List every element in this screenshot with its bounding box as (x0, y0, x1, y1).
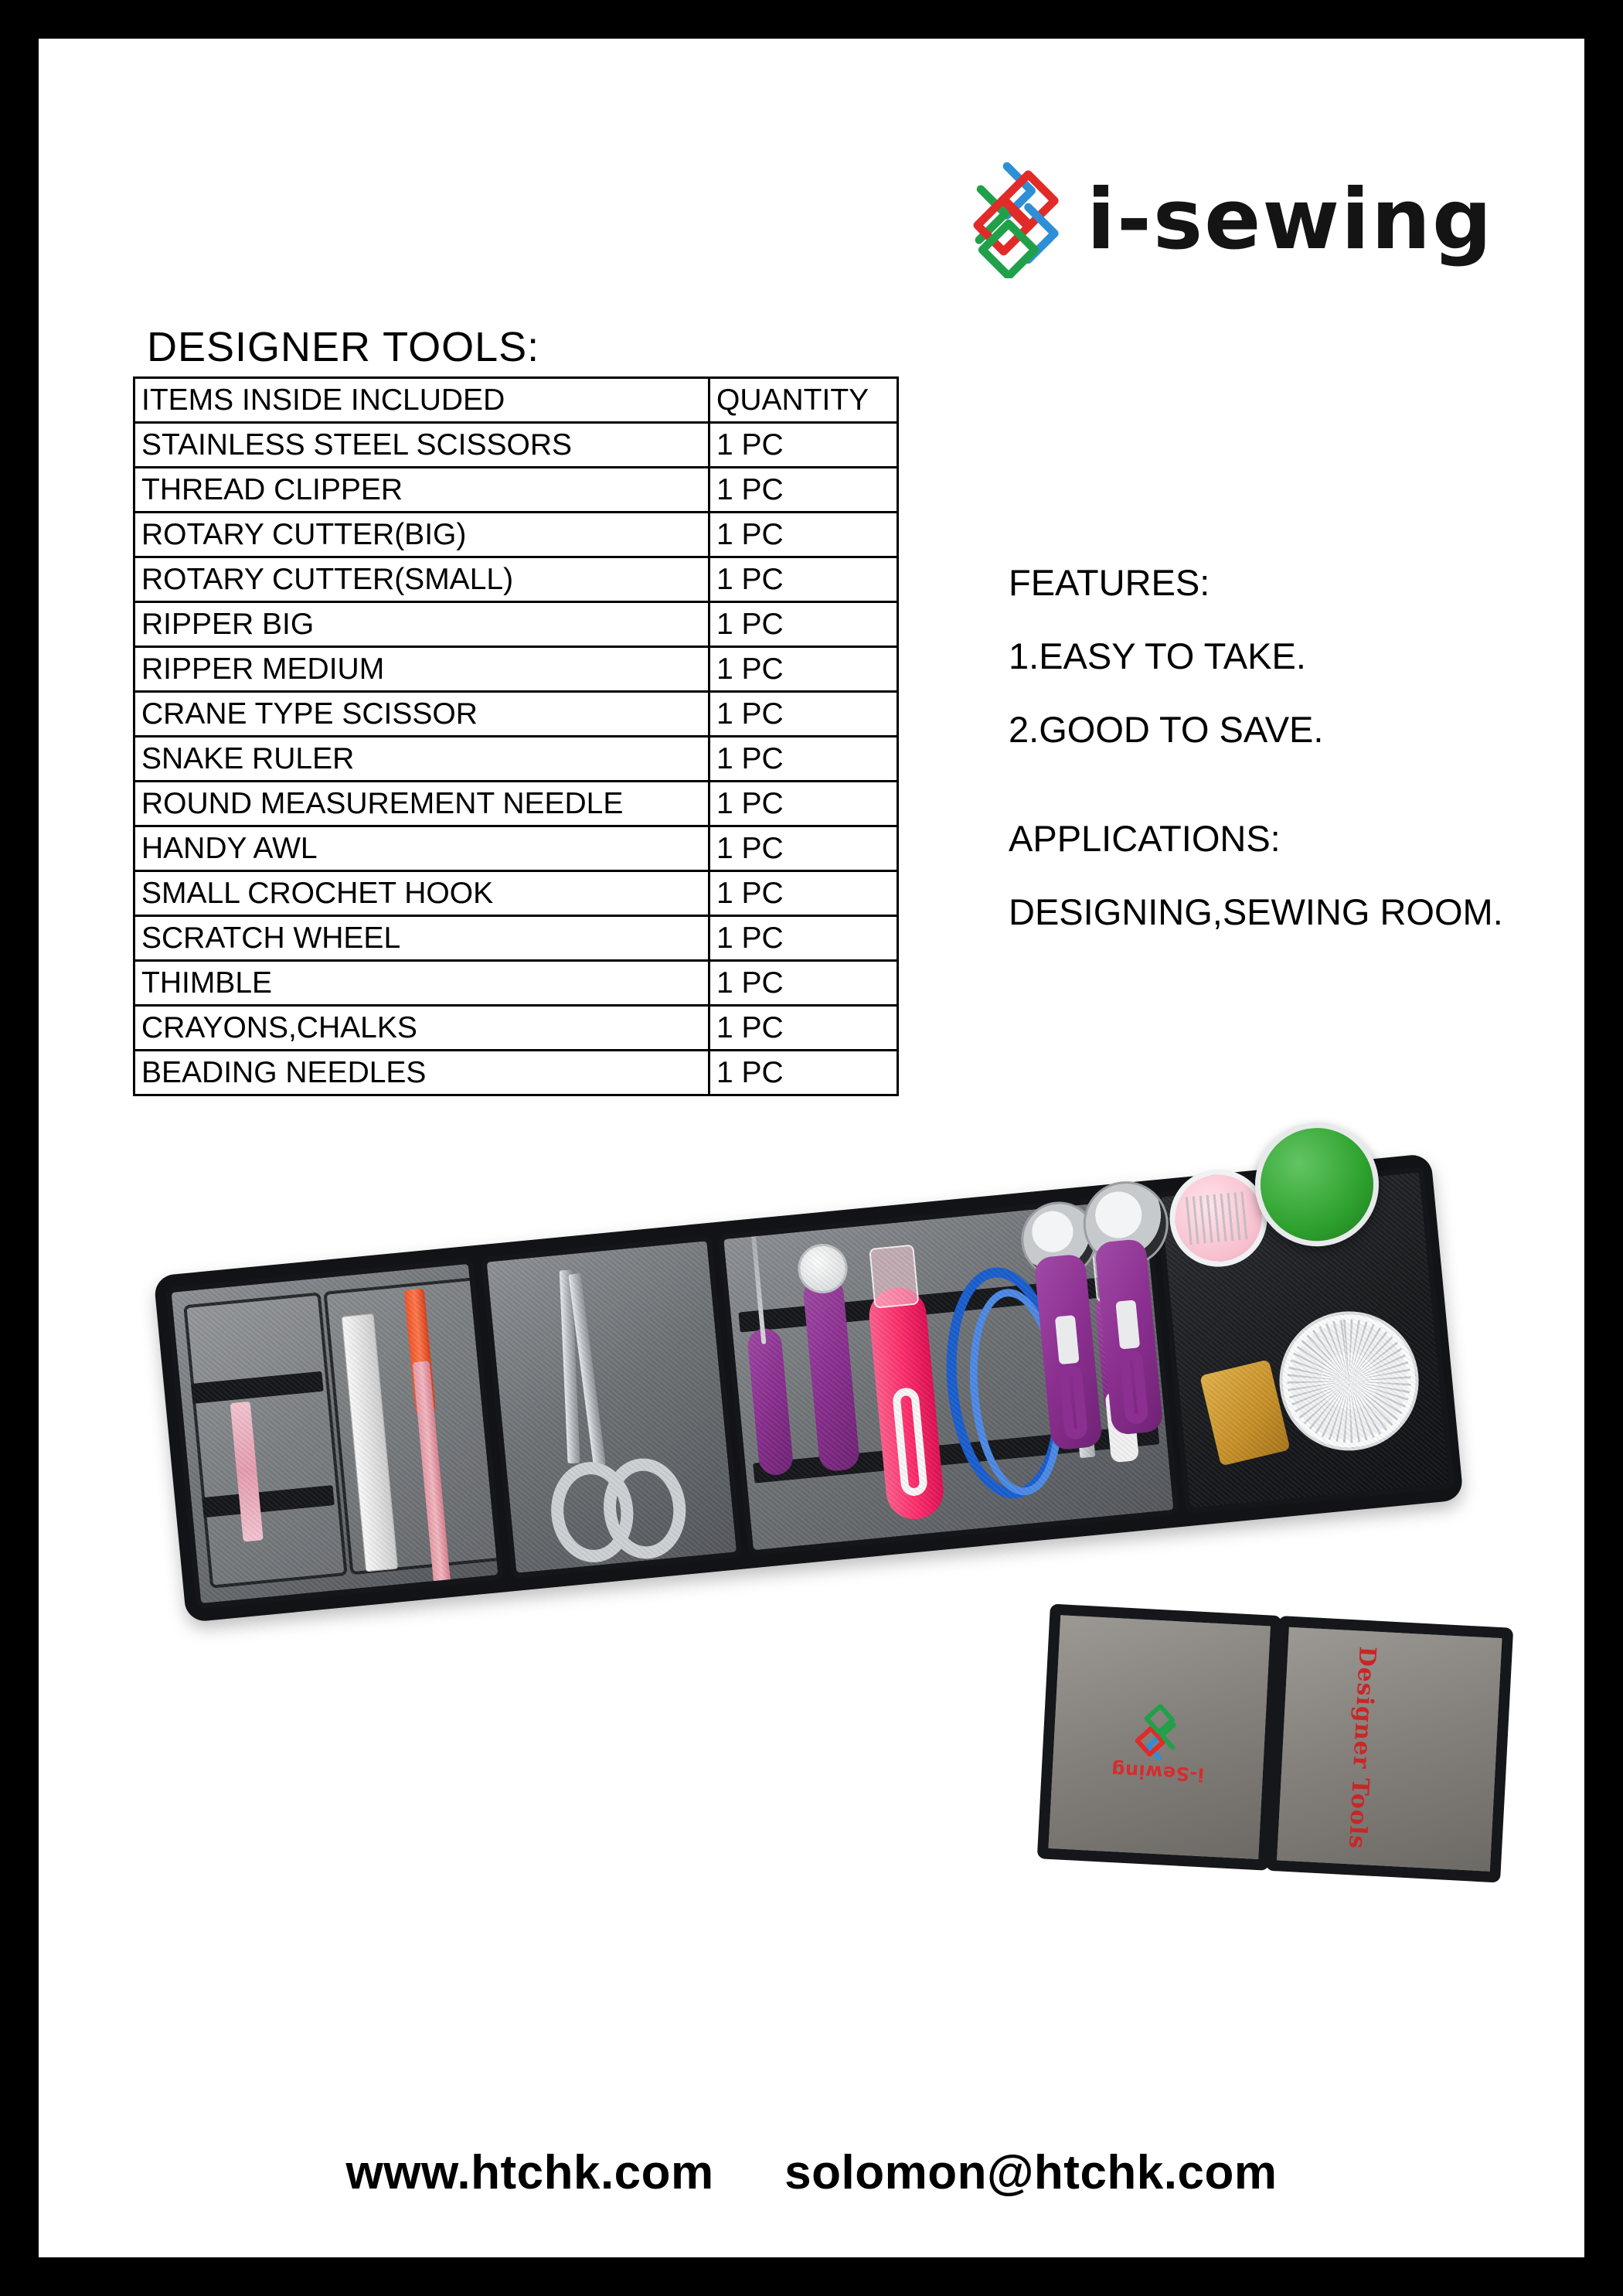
cell-item-name: RIPPER MEDIUM (134, 647, 709, 692)
folded-case-logo (1099, 1698, 1219, 1787)
features-heading: FEATURES: (1009, 562, 1210, 603)
cell-item-quantity: 1 PC (709, 737, 898, 782)
folded-case-side-text: Designer Tools (1343, 1645, 1381, 1850)
interlocking-squares-icon (1130, 1703, 1190, 1763)
clipper-body (866, 1286, 945, 1522)
clipper-cap (869, 1245, 919, 1309)
cell-item-quantity: 1 PC (709, 871, 898, 916)
cell-item-quantity: 1 PC (709, 468, 898, 513)
cell-item-name: RIPPER BIG (134, 602, 709, 647)
table-row (134, 782, 898, 826)
cell-item-quantity: 1 PC (709, 647, 898, 692)
cell-item-name: SCRATCH WHEEL (134, 916, 709, 961)
thread-clipper (866, 1286, 945, 1522)
feature-item-2: 2.GOOD TO SAVE. (1009, 709, 1324, 750)
column-header-qty: QUANTITY (709, 378, 898, 423)
cell-item-quantity: 1 PC (709, 602, 898, 647)
cell-item-quantity: 1 PC (709, 916, 898, 961)
awl-handle (747, 1327, 794, 1477)
brand-logo (951, 155, 1538, 286)
cell-item-quantity: 1 PC (709, 1051, 898, 1095)
table-row (134, 737, 898, 782)
table-row (134, 647, 898, 692)
table-row (134, 468, 898, 513)
cell-item-name: THIMBLE (134, 961, 709, 1006)
table-row (134, 423, 898, 468)
cell-item-quantity: 1 PC (709, 423, 898, 468)
cell-item-name: BEADING NEEDLES (134, 1051, 709, 1095)
case-panel-scissors (481, 1235, 743, 1579)
cell-item-name: SNAKE RULER (134, 737, 709, 782)
applications-text: DESIGNING,SEWING ROOM. (1009, 891, 1503, 932)
folded-tool-case (1037, 1604, 1513, 1883)
table-row (134, 871, 898, 916)
cell-item-name: ROTARY CUTTER(SMALL) (134, 557, 709, 602)
section-spacer (1009, 785, 1584, 820)
cell-item-name: CRANE TYPE SCISSOR (134, 692, 709, 737)
column-header-item: ITEMS INSIDE INCLUDED (134, 378, 709, 423)
folded-case-right-half (1265, 1616, 1513, 1882)
brand-name: i-sewing (1087, 172, 1494, 268)
table-row (134, 916, 898, 961)
cell-item-name: HANDY AWL (134, 826, 709, 871)
table-row (134, 1051, 898, 1095)
cell-item-name: ROUND MEASUREMENT NEEDLE (134, 782, 709, 826)
footer-website[interactable]: www.htchk.com (345, 2146, 714, 2199)
footer-email[interactable]: solomon@htchk.com (784, 2146, 1278, 2199)
mesh-pocket (183, 1292, 347, 1588)
cell-item-quantity: 1 PC (709, 782, 898, 826)
clipper-grip (892, 1387, 928, 1497)
pin-heads (1267, 1298, 1432, 1463)
table-row (134, 513, 898, 557)
page-title: DESIGNER TOOLS: (147, 324, 540, 370)
case-panel-pockets (165, 1258, 504, 1609)
cell-item-quantity: 1 PC (709, 826, 898, 871)
cell-item-quantity: 1 PC (709, 961, 898, 1006)
included-items-table (133, 376, 899, 1096)
open-tool-case (153, 1153, 1463, 1623)
table-row (134, 692, 898, 737)
cell-item-quantity: 1 PC (709, 557, 898, 602)
table-row (134, 1006, 898, 1051)
interlocking-squares-icon (951, 162, 1067, 278)
folded-case-logo-text: i-Sewing (1110, 1759, 1205, 1786)
cell-item-name: SMALL CROCHET HOOK (134, 871, 709, 916)
cell-item-name: THREAD CLIPPER (134, 468, 709, 513)
table-row (134, 961, 898, 1006)
pin-wheel (1273, 1305, 1424, 1456)
table-row (134, 557, 898, 602)
handy-awl (747, 1327, 794, 1477)
cell-item-quantity: 1 PC (709, 692, 898, 737)
cell-item-quantity: 1 PC (709, 513, 898, 557)
cell-item-quantity: 1 PC (709, 1006, 898, 1051)
table-header-row (134, 378, 898, 423)
applications-heading: APPLICATIONS: (1009, 818, 1281, 859)
features-applications-block (1009, 564, 1584, 967)
product-photo (155, 1229, 1584, 1886)
table-row (134, 602, 898, 647)
cell-item-name: CRAYONS,CHALKS (134, 1006, 709, 1051)
cell-item-name: STAINLESS STEEL SCISSORS (134, 423, 709, 468)
sheet-white-area (39, 39, 1584, 2257)
cell-item-name: ROTARY CUTTER(BIG) (134, 513, 709, 557)
feature-item-1: 1.EASY TO TAKE. (1009, 635, 1306, 676)
table-row (134, 826, 898, 871)
footer-contact (39, 2145, 1584, 2200)
folded-case-left-half (1037, 1604, 1282, 1871)
